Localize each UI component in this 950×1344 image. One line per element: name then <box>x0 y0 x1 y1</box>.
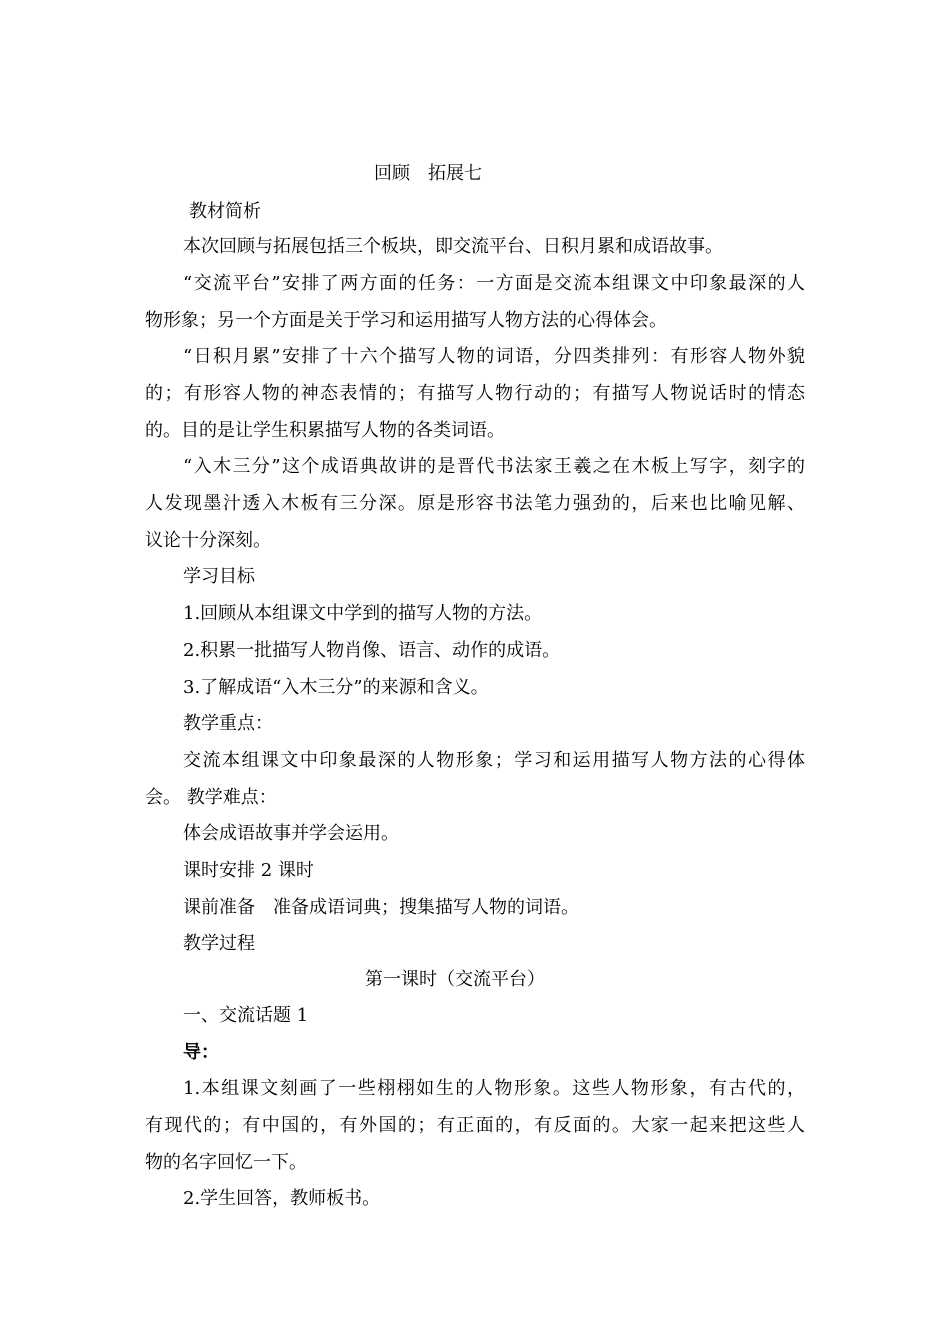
paragraph-line: 会。 教学难点： <box>145 787 277 808</box>
goal-item: 1.回顾从本组课文中学到的描写人物的方法。 <box>183 603 543 624</box>
paragraph-line: 本次回顾与拓展包括三个板块，即交流平台、日积月累和成语故事。 <box>183 236 723 257</box>
paragraph-line: 的；有形容人物的神态表情的；有描写人物行动的；有描写人物说话时的情态 <box>145 383 805 404</box>
paragraph-line: 物的名字回忆一下。 <box>145 1152 307 1173</box>
document-title: 回顾 拓展七 <box>374 163 482 184</box>
paragraph-line: 1.本组课文刻画了一些栩栩如生的人物形象。这些人物形象，有古代的， <box>183 1078 805 1099</box>
schedule-line: 课时安排 2 课时 <box>183 860 314 881</box>
section-heading-key-points: 教学重点： <box>183 713 273 734</box>
guide-label: 导： <box>183 1042 219 1063</box>
topic-heading: 一、交流话题 1 <box>183 1005 309 1026</box>
goal-item: 3.了解成语“入木三分”的来源和含义。 <box>183 677 489 698</box>
paragraph-line: 议论十分深刻。 <box>145 530 271 551</box>
section-heading-analysis: 教材简析 <box>189 201 261 222</box>
paragraph-line: 物形象；另一个方面是关于学习和运用描写人物方法的心得体会。 <box>145 310 667 331</box>
preparation-line: 课前准备 准备成语词典；搜集描写人物的词语。 <box>183 897 579 918</box>
paragraph-line: 体会成语故事并学会运用。 <box>183 823 399 844</box>
paragraph-line: 人发现墨汁透入木板有三分深。原是形容书法笔力强劲的，后来也比喻见解、 <box>145 493 805 514</box>
section-heading-process: 教学过程 <box>183 933 255 954</box>
paragraph-line: “日积月累”安排了十六个描写人物的词语，分四类排列：有形容人物外貌 <box>183 346 805 367</box>
section-heading-goals: 学习目标 <box>183 566 255 587</box>
paragraph-line: 2.学生回答，教师板书。 <box>183 1188 381 1209</box>
goal-item: 2.积累一批描写人物肖像、语言、动作的成语。 <box>183 640 561 661</box>
paragraph-line: 有现代的；有中国的，有外国的；有正面的，有反面的。大家一起来把这些人 <box>145 1115 805 1136</box>
paragraph-line: “入木三分”这个成语典故讲的是晋代书法家王羲之在木板上写字，刻字的 <box>183 456 805 477</box>
paragraph-line: 交流本组课文中印象最深的人物形象；学习和运用描写人物方法的心得体 <box>183 750 805 771</box>
lesson-title: 第一课时（交流平台） <box>365 969 545 990</box>
paragraph-line: “交流平台”安排了两方面的任务：一方面是交流本组课文中印象最深的人 <box>183 273 805 294</box>
paragraph-line: 的。目的是让学生积累描写人物的各类词语。 <box>145 420 505 441</box>
